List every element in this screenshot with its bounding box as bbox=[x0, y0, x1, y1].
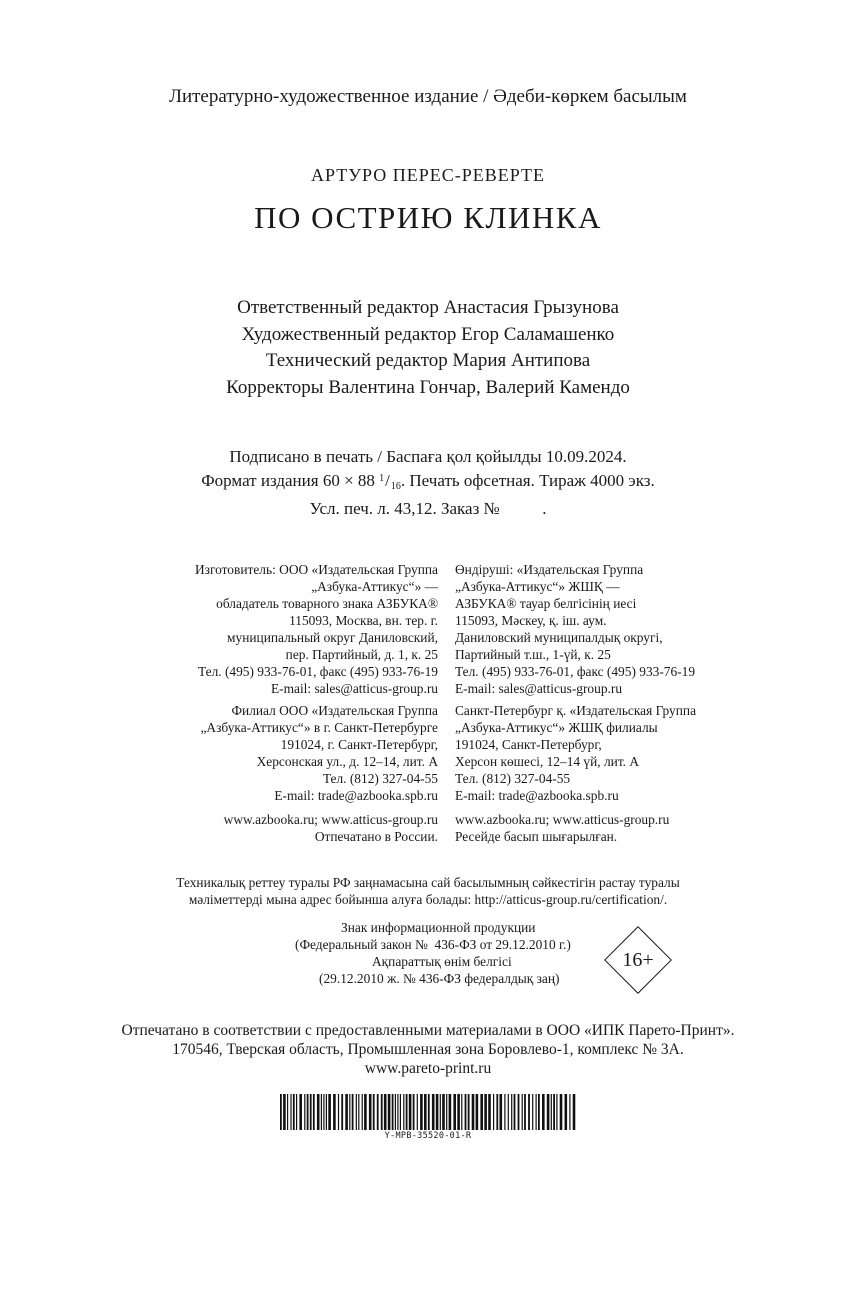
regulation-line: мәліметтерді мына адрес бойынша алуға болады: http://atticus-group.ru/certification/. bbox=[188, 892, 668, 907]
imprint-line: Өндіруші: «Издательская Группа bbox=[455, 562, 644, 577]
sign-line: (29.12.2010 ж. № 436-ФЗ федералдық заң) bbox=[319, 971, 560, 986]
imprint-line: E-mail: sales@atticus-group.ru bbox=[455, 681, 623, 696]
imprint-line: пер. Партийный, д. 1, к. 25 bbox=[285, 647, 438, 662]
credit-line: Ответственный редактор Анастасия Грызунова bbox=[237, 297, 619, 318]
format-prefix: Формат издания 60 × 88 bbox=[201, 471, 375, 490]
imprint-line: 191024, Санкт-Петербург, bbox=[455, 737, 602, 752]
imprint-line: муниципальный округ Даниловский, bbox=[227, 630, 438, 645]
imprint-line: 191024, г. Санкт-Петербург, bbox=[280, 737, 438, 752]
regulation-line: Техникалық реттеу туралы РФ заңнамасына сай басылымның сәйкестігін растау туралы bbox=[176, 875, 680, 890]
imprint-line: www.azbooka.ru; www.atticus-group.ru bbox=[455, 812, 670, 827]
fraction-slash: / bbox=[385, 471, 390, 490]
technical-regulation-note bbox=[0, 874, 856, 908]
barcode-icon bbox=[278, 1094, 578, 1130]
sign-line: Знак информационной продукции bbox=[341, 920, 536, 935]
sheets-order: Усл. печ. л. 43,12. Заказ № . bbox=[309, 499, 547, 518]
imprint-line: Тел. (812) 327-04-55 bbox=[322, 771, 438, 786]
print-info bbox=[0, 446, 856, 520]
imprint-line: „Азбука-Аттикус“» в г. Санкт-Петербурге bbox=[200, 720, 438, 735]
author-name: АРТУРО ПЕРЕС-РЕВЕРТЕ bbox=[311, 165, 545, 185]
format-suffix: . Печать офсетная. Тираж 4000 экз. bbox=[400, 471, 655, 490]
credit-line: Художественный редактор Егор Саламашенко bbox=[241, 323, 615, 345]
imprint-line: Тел. (495) 933-76-01, факс (495) 933-76-19 bbox=[455, 664, 696, 679]
printer-line: 170546, Тверская область, Промышленная зона Боровлево-1, комплекс № 3А. bbox=[172, 1041, 684, 1058]
signed-date: Подписано в печать / Баспаға қол қойылды 10.09.2024. bbox=[229, 447, 627, 466]
printer-line: Отпечатано в соответствии с предоставленными материалами в ООО «ИПК Парето-Принт». bbox=[121, 1022, 735, 1039]
book-title: ПО ОСТРИЮ КЛИНКА bbox=[254, 200, 602, 235]
publication-type: Литературно-художественное издание / Әдеби-көркем басылым bbox=[169, 86, 687, 107]
age-rating-label: 16+ bbox=[622, 948, 654, 971]
printer-info bbox=[0, 1021, 856, 1078]
editorial-credits bbox=[0, 295, 856, 401]
imprint-line: АЗБУКА® тауар белгісінің иесі bbox=[455, 596, 637, 611]
format-line bbox=[0, 468, 856, 498]
sign-line: (Федеральный закон № 436-ФЗ от 29.12.2010 г.) bbox=[295, 937, 571, 952]
imprint-line: Отпечатано в России. bbox=[314, 829, 438, 844]
imprint-line: Партийный т.ш., 1-үй, к. 25 bbox=[455, 647, 611, 662]
credit-line: Корректоры Валентина Гончар, Валерий Камендо bbox=[226, 376, 630, 398]
imprint-line: 115093, Москва, вн. тер. г. bbox=[289, 613, 438, 628]
imprint-line: Тел. (812) 327-04-55 bbox=[455, 771, 571, 786]
imprint-line: Ресейде басып шығарылған. bbox=[455, 829, 618, 844]
imprint-line: E-mail: trade@azbooka.spb.ru bbox=[274, 788, 438, 803]
imprint-line: Санкт-Петербург қ. «Издательская Группа bbox=[455, 703, 697, 718]
imprint-line: E-mail: trade@azbooka.spb.ru bbox=[455, 788, 619, 803]
fraction-denominator: 16 bbox=[390, 481, 401, 492]
imprint-line: обладатель товарного знака АЗБУКА® bbox=[216, 596, 438, 611]
imprint-line: Филиал ООО «Издательская Группа bbox=[231, 703, 438, 718]
imprint-line: www.azbooka.ru; www.atticus-group.ru bbox=[223, 812, 438, 827]
fraction-numerator: 1 bbox=[379, 473, 385, 484]
imprint-line: „Азбука-Аттикус“» — bbox=[311, 579, 438, 594]
imprint-line: Тел. (495) 933-76-01, факс (495) 933-76-19 bbox=[197, 664, 438, 679]
imprint-line: Херсон көшесі, 12–14 үй, лит. А bbox=[455, 754, 640, 769]
imprint-line: Херсонская ул., д. 12–14, лит. А bbox=[256, 754, 438, 769]
barcode-code: Y-MPB-35520-01-R bbox=[384, 1131, 472, 1141]
credit-line: Технический редактор Мария Антипова bbox=[265, 350, 591, 371]
imprint-line: „Азбука-Аттикус“» ЖШҚ филиалы bbox=[455, 720, 658, 735]
imprint-line: „Азбука-Аттикус“» ЖШҚ — bbox=[455, 579, 620, 594]
imprint-line: Даниловский муниципалдық округі, bbox=[455, 630, 663, 645]
info-product-sign-text bbox=[250, 919, 650, 987]
sign-line: Ақпараттық өнім белгісі bbox=[372, 954, 512, 969]
imprint-line: E-mail: sales@atticus-group.ru bbox=[270, 681, 438, 696]
imprint-line: Изготовитель: ООО «Издательская Группа bbox=[195, 562, 438, 577]
imprint-column-kazakh bbox=[455, 561, 785, 845]
imprint-column-russian bbox=[120, 561, 438, 845]
format-fraction bbox=[379, 471, 401, 490]
printer-url: www.pareto-print.ru bbox=[364, 1060, 492, 1077]
age-rating-badge bbox=[602, 924, 674, 996]
imprint-line: 115093, Мәскеу, қ. іш. аум. bbox=[455, 613, 607, 628]
